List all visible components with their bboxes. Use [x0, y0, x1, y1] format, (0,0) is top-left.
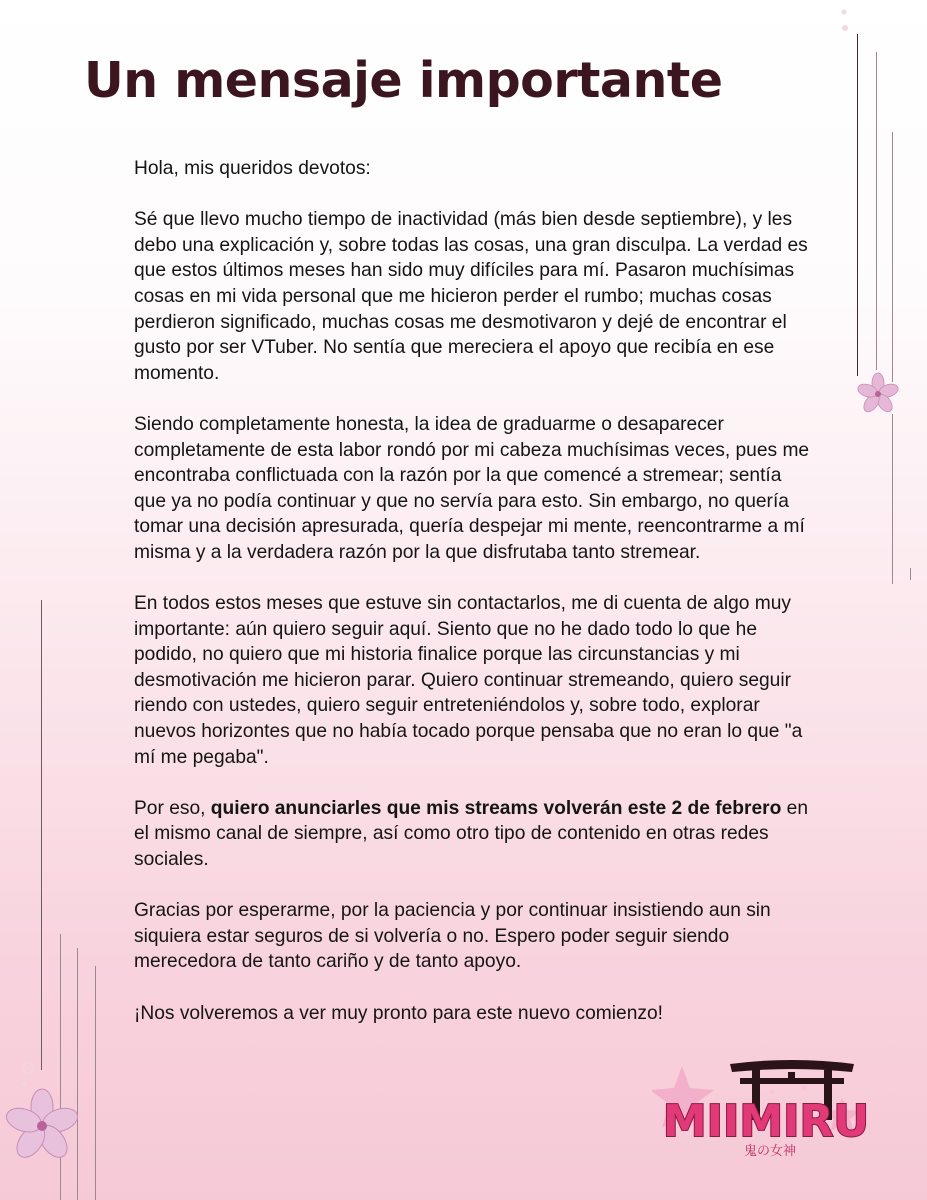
logo-name: MIIMIRU	[662, 1096, 870, 1147]
closing-line: ¡Nos volveremos a ver muy pronto para este nuevo comienzo!	[134, 1002, 663, 1024]
paragraph-honesty: Siendo completamente honesta, la idea de graduarme o desaparecer completamente de esta labor rondó por mi cabeza muchísimas veces, pues me encontraba conflictuada con la razón por la que comencé a stremear; sentía que ya no podía continuar y que no servía para esto. Sin embargo, no quería tomar una decisión apresurada, quería despejar mi mente, reencontrarme a mí misma y a la verdadera razón por la que disfrutaba tanto stremear.	[134, 413, 810, 563]
logo-subtitle: 鬼の女神	[743, 1144, 797, 1159]
paragraph-thanks: Gracias por esperarme, por la paciencia y por continuar insistiendo aun sin siquiera estar seguros de si volvería o no. Espero poder seguir siendo merecedora de tanto cariño y de tanto apoyo.	[134, 900, 771, 973]
letter-body	[134, 156, 814, 1052]
miimiru-logo	[652, 1058, 870, 1160]
paragraph-announcement	[134, 796, 814, 873]
dots-decoration	[838, 6, 858, 41]
greeting: Hola, mis queridos devotos:	[134, 158, 371, 179]
paragraph-decision: En todos estos meses que estuve sin contactarlos, me di cuenta de algo muy importante: aún quiero seguir aquí. Siento que no he dado todo lo que he podido, no quiero que mi historia finalice porque las circunstancias y mi desmotivación me hicieron parar. Quiero continuar stremeando, quiero seguir riendo con ustedes, quiero seguir entreteniéndolos y, sobre todo, explorar nuevos horizontes que no había tocado porque pensaba que no eran lo que "a mí me pegaba".	[134, 593, 803, 768]
paragraph-explanation: Sé que llevo mucho tiempo de inactividad (más bien desde septiembre), y les debo una explicación y, sobre todas las cosas, una gran disculpa. La verdad es que estos últimos meses han sido muy difíciles para mí. Pasaron muchísimas cosas en mi vida personal que me hicieron perder el rumbo; muchas cosas perdieron significado, muchas cosas me desmotivaron y dejé de encontrar el gusto por ser VTuber. No sentía que mereciera el apoyo que recibía en ese momento.	[134, 209, 808, 384]
dots-decoration	[18, 1060, 42, 1095]
page-title: Un mensaje importante	[84, 52, 723, 109]
flower-icon	[2, 1084, 82, 1173]
flower-icon	[856, 372, 900, 421]
announcement-highlight: quiero anunciarles que mis streams volverán este 2 de febrero	[210, 797, 782, 819]
announcement-after: en el mismo canal de siempre, así como otro tipo de contenido en otras redes sociales.	[134, 797, 809, 871]
announcement-before: Por eso,	[134, 797, 211, 819]
